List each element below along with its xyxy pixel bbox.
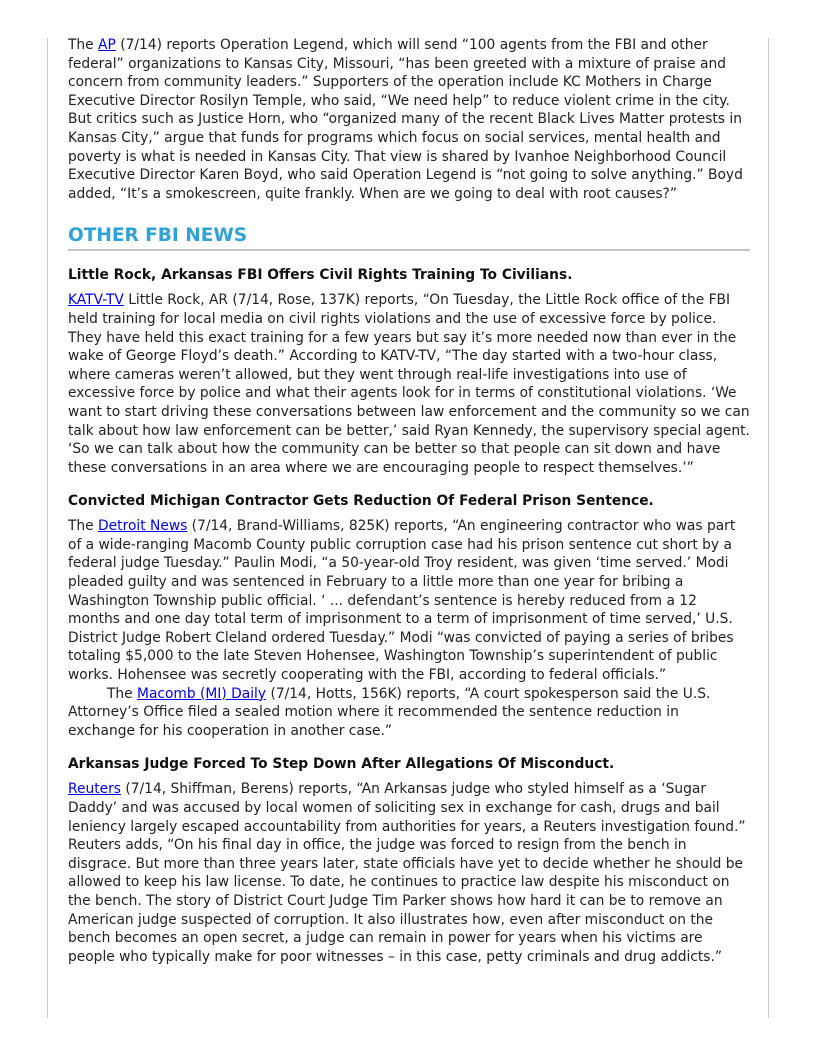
article-little-rock	[68, 266, 750, 477]
newsletter-body	[68, 36, 750, 966]
article-headline: Little Rock, Arkansas FBI Offers Civil Rights Training To Civilians.	[68, 267, 573, 284]
ap-link[interactable]: AP	[98, 37, 116, 53]
page-border-left	[47, 38, 48, 1018]
macomb-daily-link[interactable]: Macomb (MI) Daily	[137, 685, 267, 702]
katv-link[interactable]: KATV-TV	[68, 292, 124, 309]
article-paragraph: KATV-TV Little Rock, AR (7/14, Rose, 137K) reports, “On Tuesday, the Little Rock office of the FBI held training for local media on civil rights violations and the use of excessive force by police. They have held this exact training for a few years but say it’s more needed now than ever in the wake of George Floyd’s death.” According to KATV-TV, “The day started with a two-hour class, where cameras weren’t allowed, but they went through real-life investigations into use of excessive force by police and what their agents look for in terms of constitutional violations. ‘We want to start driving these conversations between law enforcement and the community so we can talk about how law enforcement can be better,’ said Ryan Kennedy, the supervisory special agent. ‘So we can talk about how the community can be better so that people can sit down and have these conversations in an area where we are encouraging people to respect themselves.’”	[68, 292, 750, 476]
article-paragraph: The Macomb (MI) Daily (7/14, Hotts, 156K) reports, “A court spokesperson said the U.S. Attorney’s Office filed a sealed motion where it recommended the sentence reduction in exchange for his cooperation in another case.”	[68, 685, 711, 739]
article-paragraph: The Detroit News (7/14, Brand-Williams, 825K) reports, “An engineering contractor who was part of a wide-ranging Macomb County public corruption case had his prison sentence cut short by a federal judge Tuesday.” Paulin Modi, “a 50-year-old Troy resident, was given ‘time served.’ Modi pleaded guilty and was sentenced in February to a little more than one year for bribing a Washington Township public official. ‘ ... defendant’s sentence is hereby reduced from a 12 months and one day total term of imprisonment to a term of imprisonment of time served,’ U.S. District Judge Robert Cleland ordered Tuesday.” Modi “was convicted of paying a series of bribes totaling $5,000 to the late Steven Hohensee, Washington Township’s superintendent of public works. Hohensee was secretly cooperating with the FBI, according to federal officials.”	[68, 518, 736, 684]
article-headline: Convicted Michigan Contractor Gets Reduction Of Federal Prison Sentence.	[68, 493, 654, 510]
reuters-link[interactable]: Reuters	[68, 781, 121, 798]
article-paragraph: Reuters (7/14, Shiffman, Berens) reports, “An Arkansas judge who styled himself as a ‘Sugar Daddy’ and was accused by local women of soliciting sex in exchange for cash, drugs and bail leniency largely escaped accountability from authorities for years, a Reuters investigation found.” Reuters adds, “On his final day in office, the judge was forced to resign from the bench in disgrace. But more than three years later, state officials have yet to decide whether he should be allowed to keep his law license. To date, he continues to practice law despite his misconduct on the bench. The story of District Court Judge Tim Parker shows how hard it can be to remove an American judge suspected of corruption. It also illustrates how, even after misconduct on the bench becomes an open secret, a judge can remain in power for years when his victims are people who typically make for poor witnesses – in this case, petty criminals and drug addicts.”	[68, 781, 746, 965]
article-headline: Arkansas Judge Forced To Step Down After Allegations Of Misconduct.	[68, 756, 615, 773]
article-michigan-contractor	[68, 492, 750, 740]
detroit-news-link[interactable]: Detroit News	[98, 518, 188, 535]
intro-paragraph: The AP (7/14) reports Operation Legend, which will send “100 agents from the FBI and other federal” organizations to Kansas City, Missouri, “has been greeted with a mixture of praise and concern from community leaders.” Supporters of the operation include KC Mothers in Charge Executive Director Rosilyn Temple, who said, “We need help” to reduce violent crime in the city. But critics such as Justice Horn, who “organized many of the recent Black Lives Matter protests in Kansas City,” argue that funds for programs which focus on social services, mental health and poverty is what is needed in Kansas City. That view is shared by Ivanhoe Neighborhood Council Executive Director Karen Boyd, who said Operation Legend is “not going to solve anything.” Boyd added, “It’s a smokescreen, quite frankly. When are we going to deal with root causes?”	[68, 37, 743, 202]
page-border-right	[768, 38, 769, 1018]
section-heading-other-fbi-news: OTHER FBI NEWS	[68, 224, 750, 251]
article-arkansas-judge	[68, 755, 750, 966]
